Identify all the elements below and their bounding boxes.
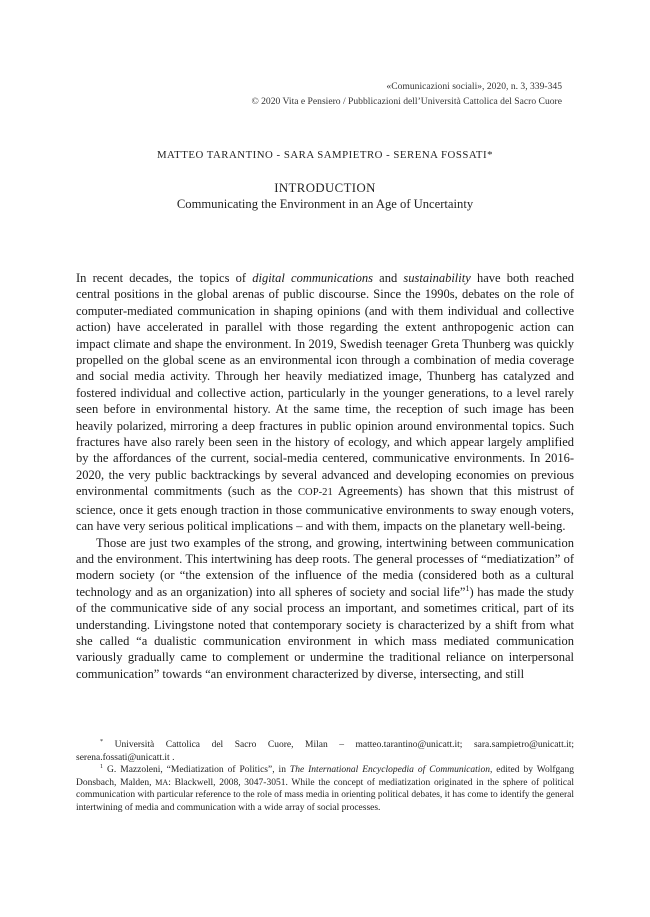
text-run: and	[373, 271, 404, 285]
footnote-text: , edited by Wolfgang Donsbach, Malden,	[76, 765, 574, 788]
emphasis: digital communications	[252, 271, 373, 285]
text-run: ) has made the study of the communicative side of any social process an important, and sometimes critical, part of its understanding. Livingstone noted that contemporary society is characterized by a shift from what she called “a dualistic communication environment in which mass mediated communication variously gradually came to complement or undermine the traditional reliance on interpersonal communication” towards “an environment characterized by diverse, intersecting, and still	[76, 584, 574, 681]
emphasis: sustainability	[403, 271, 471, 285]
article-title: INTRODUCTION	[274, 181, 376, 195]
body-paragraph	[76, 535, 574, 683]
small-caps-text: COP-21	[297, 487, 333, 499]
footnote-1	[76, 764, 574, 814]
footnote-text: : Blackwell, 2008, 3047-3051. While the concept of mediatization originated in the sphere of political communication with particular reference to the role of mass media in orienting political debates, it has come to identify the general intertwining of media and communication with a wide array of social processes.	[76, 777, 574, 813]
footnote-affiliation	[76, 739, 574, 764]
copyright-notice: © 2020 Vita e Pensiero / Pubblicazioni dell’Università Cattolica del Sacro Cuore	[251, 95, 562, 107]
text-run: Those are just two examples of the strong, and growing, intertwining between communication and the environment. This intertwining has deep roots. The general processes of “mediatization” of modern society (or “the extension of the influence of the media (considered both as a cultural technology and as an organization) into all spheres of society and social life”	[76, 535, 574, 599]
text-run: Agreements) has shown that this mistrust of science, once it gets enough traction in those communicative environments to sway enough voters, can have very serious political implications – and with them, impacts on the planetary well-being.	[76, 484, 574, 534]
body-paragraph	[76, 270, 574, 535]
article-body	[76, 270, 574, 682]
text-run: have both reached central positions in the global arenas of public discourse. Since the 1990s, debates on the role of computer-mediated communication in shaping opinions (and with them individual and collective action) have accelerated in parallel with those regarding the extent anthropogenic action can impact climate and shape the environment. In 2019, Swedish teenager Greta Thunberg was quickly propelled on the global scene as an environmental icon through a combination of media coverage and social media activity. Through her heavily mediatized image, Thunberg has catalyzed and fostered individual and collective action, particularly in the younger generations, to a level rarely seen before in environmental history. At the same time, the reception of such image has been heavily polarized, mirroring a deep fractures in public opinion around environmental topics. Such fractures have also rarely been seen in the history of ecology, and which appear largely amplified by the affordances of the current, social-media centered, communicative environments. In 2016-2020, the very public backtrackings by several advanced and developing economies on previous environmental commitments (such as the	[76, 271, 574, 499]
journal-header	[251, 80, 562, 109]
footnote-mark: *	[100, 738, 104, 745]
footnote-text: G. Mazzoleni, “Mediatization of Politics”, in	[103, 765, 290, 776]
emphasis: The International Encyclopedia of Communication	[289, 765, 490, 776]
author-list: MATTEO TARANTINO - SARA SAMPIETRO - SERENA FOSSATI*	[156, 149, 494, 161]
footnote-text: Università Cattolica del Sacro Cuore, Milan – matteo.tarantino@unicatt.it; sara.sampietro@unicatt.it; serena.fossati@unicatt.it .	[76, 740, 574, 763]
footnotes	[76, 739, 574, 815]
text-run: In recent decades, the topics of	[76, 271, 253, 285]
article-subtitle: Communicating the Environment in an Age of Uncertainty	[176, 197, 474, 211]
small-caps-text: MA	[155, 777, 169, 787]
footnote-mark: 1	[100, 764, 104, 771]
footnote-reference[interactable]: 1	[465, 583, 470, 593]
journal-citation: «Comunicazioni sociali», 2020, n. 3, 339-345	[386, 81, 562, 92]
